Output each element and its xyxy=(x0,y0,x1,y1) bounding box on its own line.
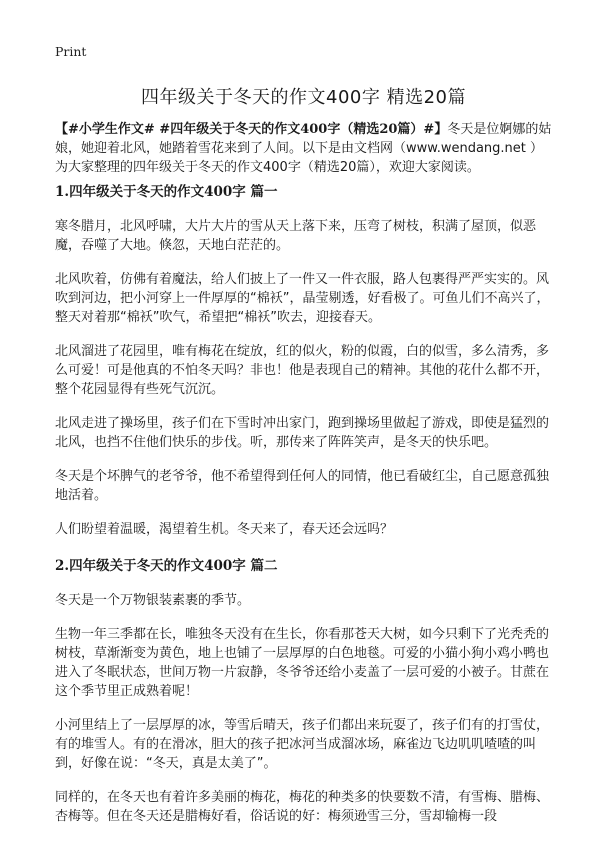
paragraph: 冬天是个坏脾气的老爷爷，他不希望得到任何人的同情，他已看破红尘，自己愿意孤独地活着。 xyxy=(55,469,550,503)
paragraph: 生物一年三季都在长，唯独冬天没有在生长，你看那苍天大树，如今只剩下了光秃秃的树枝，草渐渐变为黄色，地上也铺了一层厚厚的白色地毯。可爱的小猫小狗小鸡小鸭也进入了冬眠状态，世间万物一片寂静，冬爷爷还给小麦盖了一层可爱的小被子。甘蔗在这个季节里正成熟着呢！ xyxy=(55,627,550,699)
intro-paragraph xyxy=(55,120,552,177)
paragraph: 冬天是一个万物银装素裹的季节。 xyxy=(55,593,251,608)
intro-lead: 【#小学生作文# #四年级关于冬天的作文400字（精选20篇）#】 xyxy=(55,122,448,137)
paragraph: 北风吹着，仿佛有着魔法，给人们披上了一件又一件衣服，路人包裹得严严实实的。风吹到河边，把小河穿上一件厚厚的“棉袄”，晶莹剔透，好看极了。可鱼儿们不高兴了，整天对着那“棉袄”吹气，希望把“棉袄”吹去，迎接春天。 xyxy=(55,272,550,325)
section-heading: 2.四年级关于冬天的作文400字 篇二 xyxy=(55,558,278,574)
paragraph: 北风走进了操场里，孩子们在下雪时冲出家门，跑到操场里做起了游戏，即使是猛烈的北风，也挡不住他们快乐的步伐。听，那传来了阵阵笑声，是冬天的快乐吧。 xyxy=(55,416,550,450)
paragraph: 小河里结上了一层厚厚的冰，等雪后晴天，孩子们都出来玩耍了，孩子们有的打雪仗，有的堆雪人。有的在滑冰，胆大的孩子把冰河当成溜冰场，麻雀边飞边叽叽喳喳的叫到，好像在说：“冬天，真是太美了”。 xyxy=(55,718,550,771)
print-label[interactable]: Print xyxy=(55,44,87,59)
paragraph: 同样的，在冬天也有着许多美丽的梅花，梅花的种类多的快要数不清，有雪梅、腊梅、杏梅等。但在冬天还是腊梅好看，俗话说的好：梅须逊雪三分，雪却输梅一段 xyxy=(55,790,550,824)
section-heading: 1.四年级关于冬天的作文400字 篇一 xyxy=(55,184,278,200)
article-content xyxy=(55,180,552,841)
paragraph: 北风溜进了花园里，唯有梅花在绽放，红的似火，粉的似霞，白的似雪，多么清秀，多么可爱！可是他真的不怕冬天吗？非也！他是表现自己的精神。其他的花什么都不开，整个花园显得有些死气沉沉。 xyxy=(55,344,550,397)
paragraph: 人们盼望着温暖，渴望着生机。冬天来了，春天还会远吗？ xyxy=(55,522,394,537)
intro-text: 冬天是位婀娜的姑娘，她迎着北风，她踏着雪花来到了人间。以下是由文档网（www.wendang.net ）为大家整理的四年级关于冬天的作文400字（精选20篇），欢迎大家阅读。 xyxy=(55,122,552,175)
page-title: 四年级关于冬天的作文400字 精选20篇 xyxy=(141,87,466,108)
paragraph: 寒冬腊月，北风呼啸，大片大片的雪从天上落下来，压弯了树枝，积满了屋顶，似恶魔，吞噬了大地。倏忽，天地白茫茫的。 xyxy=(55,219,537,253)
